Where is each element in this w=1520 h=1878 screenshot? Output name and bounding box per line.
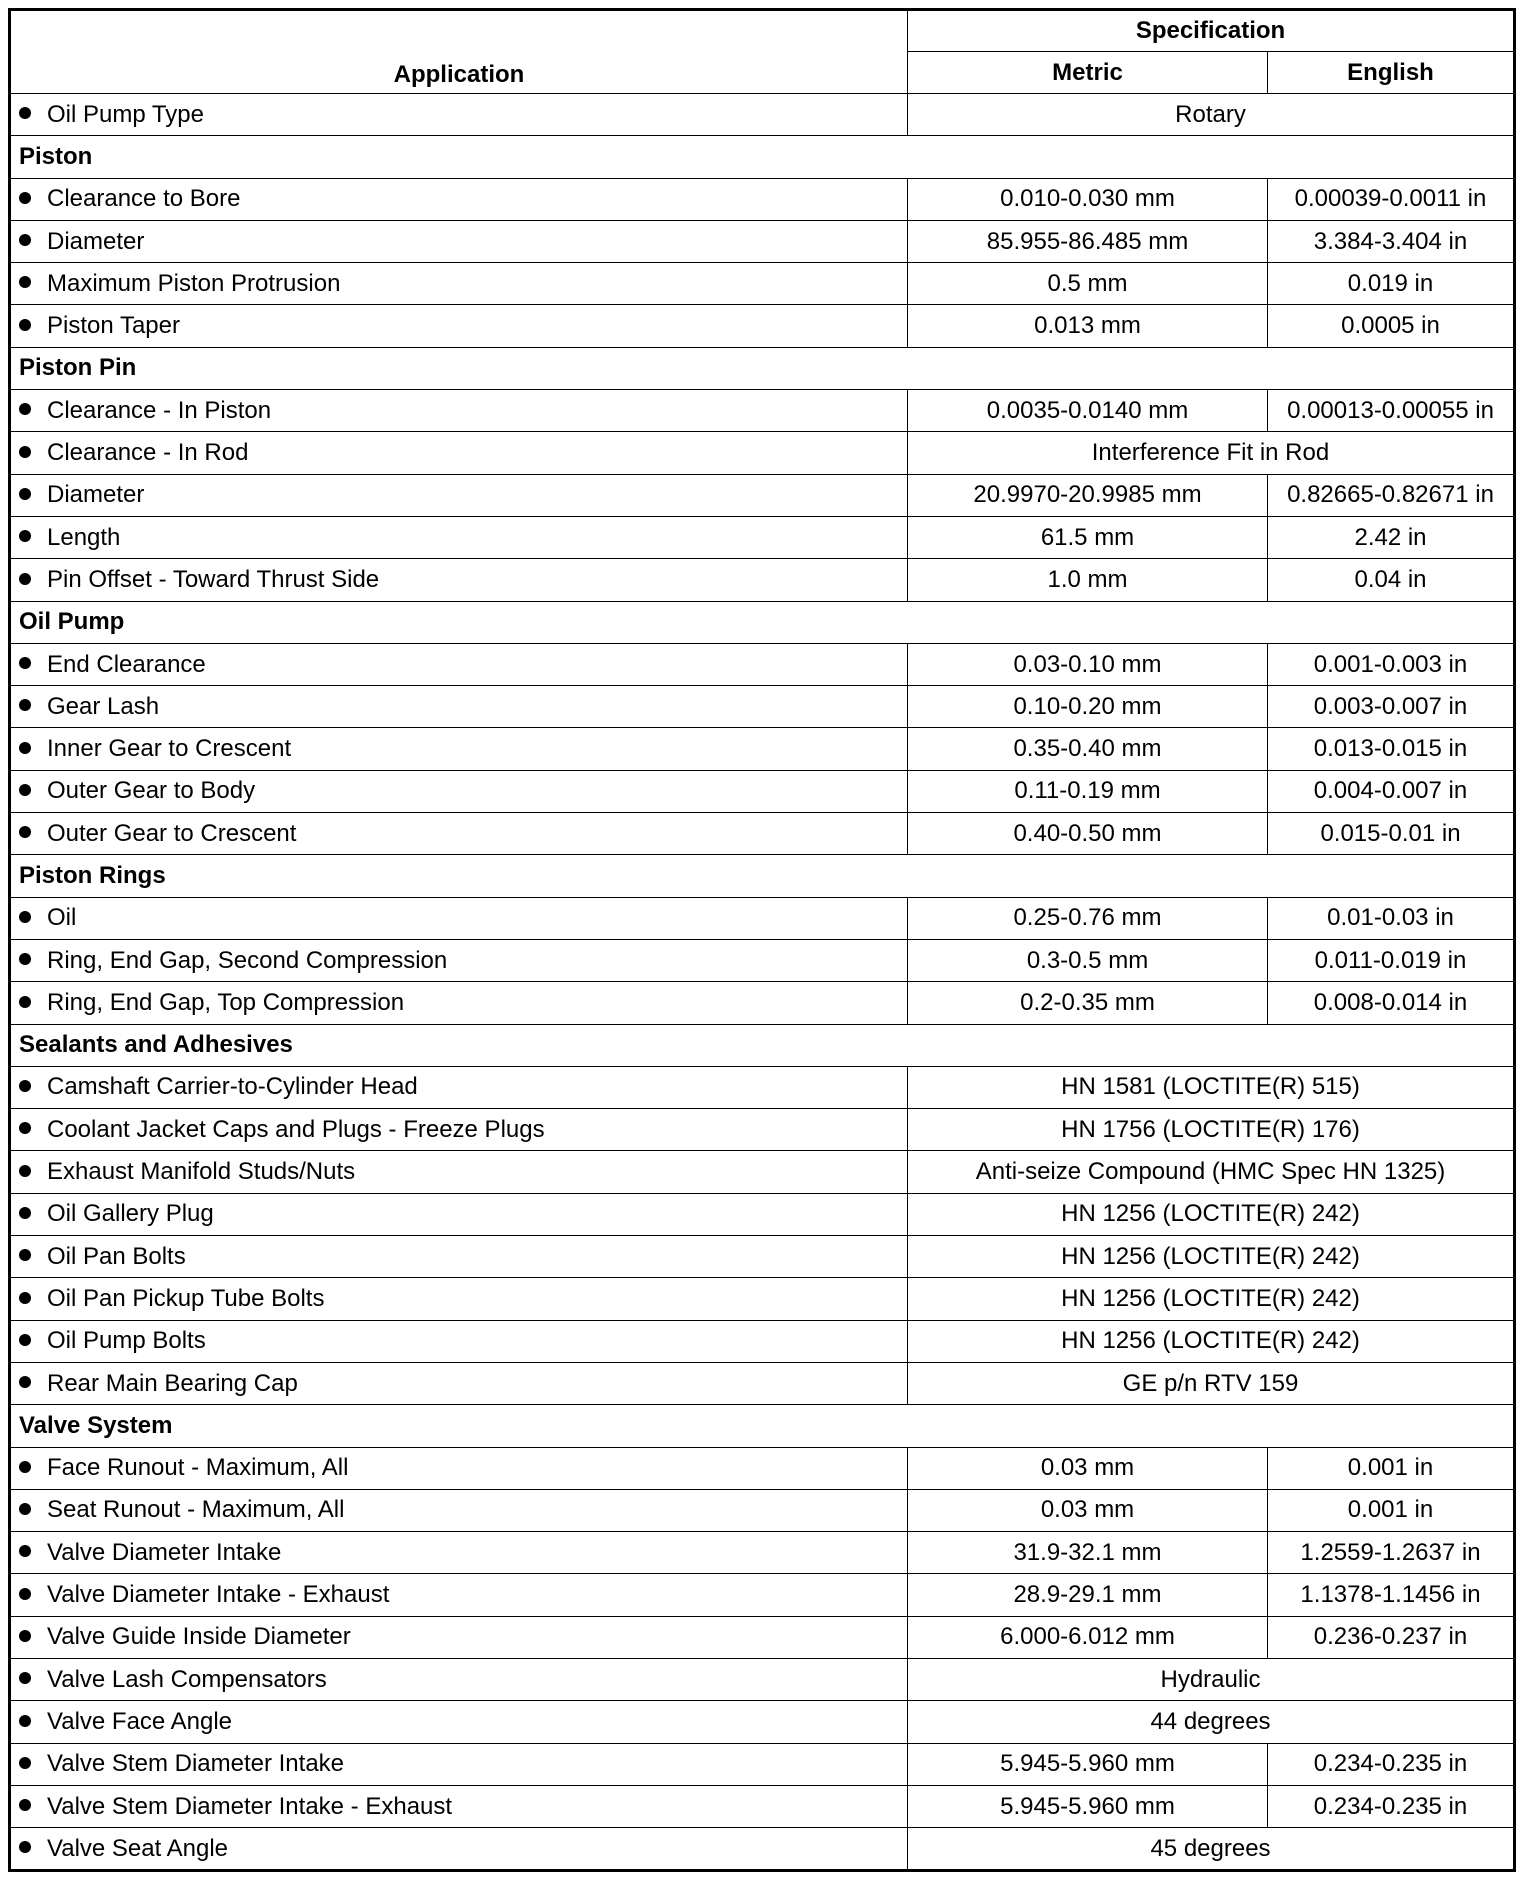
english-value-cell: 0.001 in: [1268, 1447, 1515, 1489]
english-value-cell: 0.011-0.019 in: [1268, 939, 1515, 981]
table-row: [10, 1236, 1515, 1278]
table-row: [10, 1109, 1515, 1151]
bullet-icon: [19, 1503, 31, 1515]
table-row: [10, 1743, 1515, 1785]
english-value-cell: 0.015-0.01 in: [1268, 813, 1515, 855]
application-label: Oil Pump Bolts: [47, 1327, 206, 1355]
application-label: Oil Gallery Plug: [47, 1200, 214, 1228]
application-label: Valve Diameter Intake - Exhaust: [47, 1581, 390, 1609]
application-cell: [10, 1532, 908, 1574]
application-label: Oil Pan Pickup Tube Bolts: [47, 1284, 325, 1312]
table-row: [10, 1489, 1515, 1531]
application-label: Exhaust Manifold Studs/Nuts: [47, 1158, 356, 1186]
metric-value-cell: 0.03-0.10 mm: [908, 643, 1268, 685]
table-row: [10, 1616, 1515, 1658]
application-cell: [10, 897, 908, 939]
application-cell: [10, 1320, 908, 1362]
application-cell: [10, 1447, 908, 1489]
application-cell: [10, 813, 908, 855]
application-label: Face Runout - Maximum, All: [47, 1454, 349, 1482]
bullet-icon: [19, 826, 31, 838]
table-row: [10, 1362, 1515, 1404]
application-label: Clearance - In Piston: [47, 396, 272, 424]
bullet-icon: [19, 953, 31, 965]
bullet-icon: [19, 1249, 31, 1261]
bullet-icon: [19, 488, 31, 500]
application-cell: [10, 1193, 908, 1235]
metric-value-cell: 0.10-0.20 mm: [908, 686, 1268, 728]
metric-value-cell: 0.010-0.030 mm: [908, 178, 1268, 220]
bullet-icon: [19, 1376, 31, 1388]
application-label: Oil: [47, 904, 77, 932]
bullet-icon: [19, 192, 31, 204]
application-cell: [10, 770, 908, 812]
table-row: [10, 770, 1515, 812]
application-cell: [10, 1658, 908, 1700]
application-label: Valve Seat Angle: [47, 1834, 229, 1862]
metric-value-cell: 5.945-5.960 mm: [908, 1743, 1268, 1785]
metric-value-cell: 31.9-32.1 mm: [908, 1532, 1268, 1574]
table-row: [10, 94, 1515, 136]
application-label: Gear Lash: [47, 692, 160, 720]
bullet-icon: [19, 276, 31, 288]
bullet-icon: [19, 1080, 31, 1092]
application-cell: [10, 1616, 908, 1658]
metric-header: Metric: [908, 52, 1268, 94]
table-row: [10, 390, 1515, 432]
combined-value-cell: GE p/n RTV 159: [908, 1362, 1515, 1404]
bullet-icon: [19, 1841, 31, 1853]
english-value-cell: 0.001-0.003 in: [1268, 643, 1515, 685]
metric-value-cell: 0.40-0.50 mm: [908, 813, 1268, 855]
section-row: [10, 1405, 1515, 1447]
table-row: [10, 1532, 1515, 1574]
application-label: Valve Diameter Intake: [47, 1538, 282, 1566]
table-row: [10, 432, 1515, 474]
application-label: Camshaft Carrier-to-Cylinder Head: [47, 1073, 418, 1101]
table-row: [10, 1658, 1515, 1700]
table-row: [10, 1828, 1515, 1871]
table-row: [10, 1278, 1515, 1320]
metric-value-cell: 1.0 mm: [908, 559, 1268, 601]
application-cell: [10, 1109, 908, 1151]
application-label: Outer Gear to Body: [47, 777, 256, 805]
application-label: Valve Stem Diameter Intake - Exhaust: [47, 1792, 453, 1820]
application-cell: [10, 1574, 908, 1616]
application-cell: [10, 1151, 908, 1193]
metric-value-cell: 0.35-0.40 mm: [908, 728, 1268, 770]
metric-value-cell: 0.25-0.76 mm: [908, 897, 1268, 939]
application-cell: [10, 1701, 908, 1743]
application-label: Outer Gear to Crescent: [47, 819, 297, 847]
application-cell: [10, 305, 908, 347]
section-title: Piston: [10, 136, 1515, 178]
table-row: [10, 220, 1515, 262]
table-row: [10, 728, 1515, 770]
application-cell: [10, 432, 908, 474]
combined-value-cell: Anti-seize Compound (HMC Spec HN 1325): [908, 1151, 1515, 1193]
english-value-cell: 0.013-0.015 in: [1268, 728, 1515, 770]
table-row: [10, 178, 1515, 220]
application-cell: [10, 643, 908, 685]
application-label: Valve Guide Inside Diameter: [47, 1623, 351, 1651]
bullet-icon: [19, 1672, 31, 1684]
bullet-icon: [19, 403, 31, 415]
english-value-cell: 0.0005 in: [1268, 305, 1515, 347]
application-cell: [10, 178, 908, 220]
table-row: [10, 643, 1515, 685]
application-label: Ring, End Gap, Top Compression: [47, 988, 405, 1016]
bullet-icon: [19, 107, 31, 119]
application-label: Rear Main Bearing Cap: [47, 1369, 298, 1397]
application-cell: [10, 1828, 908, 1871]
section-row: [10, 601, 1515, 643]
table-row: [10, 982, 1515, 1024]
application-cell: [10, 1278, 908, 1320]
table-row: [10, 1785, 1515, 1827]
application-label: Valve Lash Compensators: [47, 1665, 327, 1693]
table-row: [10, 1320, 1515, 1362]
metric-value-cell: 0.013 mm: [908, 305, 1268, 347]
english-value-cell: 1.1378-1.1456 in: [1268, 1574, 1515, 1616]
section-title: Sealants and Adhesives: [10, 1024, 1515, 1066]
application-label: Diameter: [47, 481, 145, 509]
application-cell: [10, 390, 908, 432]
combined-value-cell: HN 1581 (LOCTITE(R) 515): [908, 1066, 1515, 1108]
application-cell: [10, 728, 908, 770]
english-header: English: [1268, 52, 1515, 94]
english-value-cell: 0.00013-0.00055 in: [1268, 390, 1515, 432]
bullet-icon: [19, 1715, 31, 1727]
application-label: Valve Stem Diameter Intake: [47, 1750, 345, 1778]
metric-value-cell: 0.0035-0.0140 mm: [908, 390, 1268, 432]
metric-value-cell: 5.945-5.960 mm: [908, 1785, 1268, 1827]
specification-table: [8, 8, 1516, 1872]
application-label: Oil Pan Bolts: [47, 1242, 186, 1270]
bullet-icon: [19, 657, 31, 669]
bullet-icon: [19, 1757, 31, 1769]
bullet-icon: [19, 1799, 31, 1811]
application-cell: [10, 939, 908, 981]
metric-value-cell: 0.11-0.19 mm: [908, 770, 1268, 812]
application-header: Application: [10, 10, 908, 94]
bullet-icon: [19, 699, 31, 711]
metric-value-cell: 0.03 mm: [908, 1447, 1268, 1489]
english-value-cell: 0.001 in: [1268, 1489, 1515, 1531]
metric-value-cell: 0.3-0.5 mm: [908, 939, 1268, 981]
application-cell: [10, 516, 908, 558]
bullet-icon: [19, 1545, 31, 1557]
english-value-cell: 0.82665-0.82671 in: [1268, 474, 1515, 516]
header-row-top: [10, 10, 1515, 52]
application-cell: [10, 263, 908, 305]
table-row: [10, 939, 1515, 981]
application-cell: [10, 94, 908, 136]
section-row: [10, 136, 1515, 178]
combined-value-cell: HN 1256 (LOCTITE(R) 242): [908, 1278, 1515, 1320]
english-value-cell: 2.42 in: [1268, 516, 1515, 558]
application-label: Length: [47, 523, 121, 551]
combined-value-cell: 44 degrees: [908, 1701, 1515, 1743]
application-cell: [10, 1743, 908, 1785]
combined-value-cell: Hydraulic: [908, 1658, 1515, 1700]
table-row: [10, 263, 1515, 305]
application-cell: [10, 1785, 908, 1827]
metric-value-cell: 28.9-29.1 mm: [908, 1574, 1268, 1616]
combined-value-cell: HN 1756 (LOCTITE(R) 176): [908, 1109, 1515, 1151]
metric-value-cell: 0.5 mm: [908, 263, 1268, 305]
bullet-icon: [19, 1588, 31, 1600]
table-header: [10, 10, 1515, 94]
application-label: Coolant Jacket Caps and Plugs - Freeze Plugs: [47, 1115, 545, 1143]
application-cell: [10, 1489, 908, 1531]
application-label: Inner Gear to Crescent: [47, 735, 292, 763]
bullet-icon: [19, 234, 31, 246]
english-value-cell: 0.236-0.237 in: [1268, 1616, 1515, 1658]
application-label: Ring, End Gap, Second Compression: [47, 946, 448, 974]
section-title: Oil Pump: [10, 601, 1515, 643]
application-label: Maximum Piston Protrusion: [47, 269, 341, 297]
table-row: [10, 559, 1515, 601]
section-title: Piston Pin: [10, 347, 1515, 389]
english-value-cell: 0.003-0.007 in: [1268, 686, 1515, 728]
application-label: Diameter: [47, 227, 145, 255]
application-cell: [10, 1236, 908, 1278]
combined-value-cell: HN 1256 (LOCTITE(R) 242): [908, 1236, 1515, 1278]
application-cell: [10, 982, 908, 1024]
section-row: [10, 1024, 1515, 1066]
table-row: [10, 1701, 1515, 1743]
english-value-cell: 3.384-3.404 in: [1268, 220, 1515, 262]
combined-value-cell: Rotary: [908, 94, 1515, 136]
section-title: Valve System: [10, 1405, 1515, 1447]
section-title: Piston Rings: [10, 855, 1515, 897]
combined-value-cell: 45 degrees: [908, 1828, 1515, 1871]
application-cell: [10, 220, 908, 262]
table-row: [10, 897, 1515, 939]
application-label: Seat Runout - Maximum, All: [47, 1496, 345, 1524]
english-value-cell: 0.019 in: [1268, 263, 1515, 305]
table-row: [10, 516, 1515, 558]
application-label: Oil Pump Type: [47, 100, 204, 128]
combined-value-cell: HN 1256 (LOCTITE(R) 242): [908, 1320, 1515, 1362]
table-body: [10, 94, 1515, 1871]
bullet-icon: [19, 1334, 31, 1346]
table-row: [10, 1447, 1515, 1489]
bullet-icon: [19, 1292, 31, 1304]
bullet-icon: [19, 1207, 31, 1219]
application-label: Clearance to Bore: [47, 185, 241, 213]
bullet-icon: [19, 446, 31, 458]
combined-value-cell: Interference Fit in Rod: [908, 432, 1515, 474]
english-value-cell: 0.004-0.007 in: [1268, 770, 1515, 812]
table-row: [10, 813, 1515, 855]
english-value-cell: 0.008-0.014 in: [1268, 982, 1515, 1024]
application-cell: [10, 474, 908, 516]
bullet-icon: [19, 996, 31, 1008]
english-value-cell: 0.04 in: [1268, 559, 1515, 601]
bullet-icon: [19, 784, 31, 796]
application-cell: [10, 559, 908, 601]
application-label: Piston Taper: [47, 312, 180, 340]
specification-header: Specification: [908, 10, 1515, 52]
table-row: [10, 305, 1515, 347]
bullet-icon: [19, 573, 31, 585]
application-cell: [10, 1066, 908, 1108]
english-value-cell: 0.234-0.235 in: [1268, 1785, 1515, 1827]
english-value-cell: 1.2559-1.2637 in: [1268, 1532, 1515, 1574]
table-row: [10, 1193, 1515, 1235]
table-row: [10, 474, 1515, 516]
metric-value-cell: 61.5 mm: [908, 516, 1268, 558]
table-row: [10, 1066, 1515, 1108]
section-row: [10, 347, 1515, 389]
bullet-icon: [19, 911, 31, 923]
application-label: Valve Face Angle: [47, 1707, 233, 1735]
bullet-icon: [19, 1165, 31, 1177]
application-label: Clearance - In Rod: [47, 439, 249, 467]
bullet-icon: [19, 530, 31, 542]
section-row: [10, 855, 1515, 897]
metric-value-cell: 6.000-6.012 mm: [908, 1616, 1268, 1658]
bullet-icon: [19, 319, 31, 331]
english-value-cell: 0.00039-0.0011 in: [1268, 178, 1515, 220]
metric-value-cell: 20.9970-20.9985 mm: [908, 474, 1268, 516]
bullet-icon: [19, 742, 31, 754]
combined-value-cell: HN 1256 (LOCTITE(R) 242): [908, 1193, 1515, 1235]
metric-value-cell: 0.03 mm: [908, 1489, 1268, 1531]
english-value-cell: 0.234-0.235 in: [1268, 1743, 1515, 1785]
table-row: [10, 1151, 1515, 1193]
application-cell: [10, 686, 908, 728]
metric-value-cell: 85.955-86.485 mm: [908, 220, 1268, 262]
application-cell: [10, 1362, 908, 1404]
bullet-icon: [19, 1461, 31, 1473]
table-row: [10, 686, 1515, 728]
application-label: End Clearance: [47, 650, 206, 678]
metric-value-cell: 0.2-0.35 mm: [908, 982, 1268, 1024]
bullet-icon: [19, 1122, 31, 1134]
bullet-icon: [19, 1630, 31, 1642]
english-value-cell: 0.01-0.03 in: [1268, 897, 1515, 939]
application-label: Pin Offset - Toward Thrust Side: [47, 565, 380, 593]
table-row: [10, 1574, 1515, 1616]
